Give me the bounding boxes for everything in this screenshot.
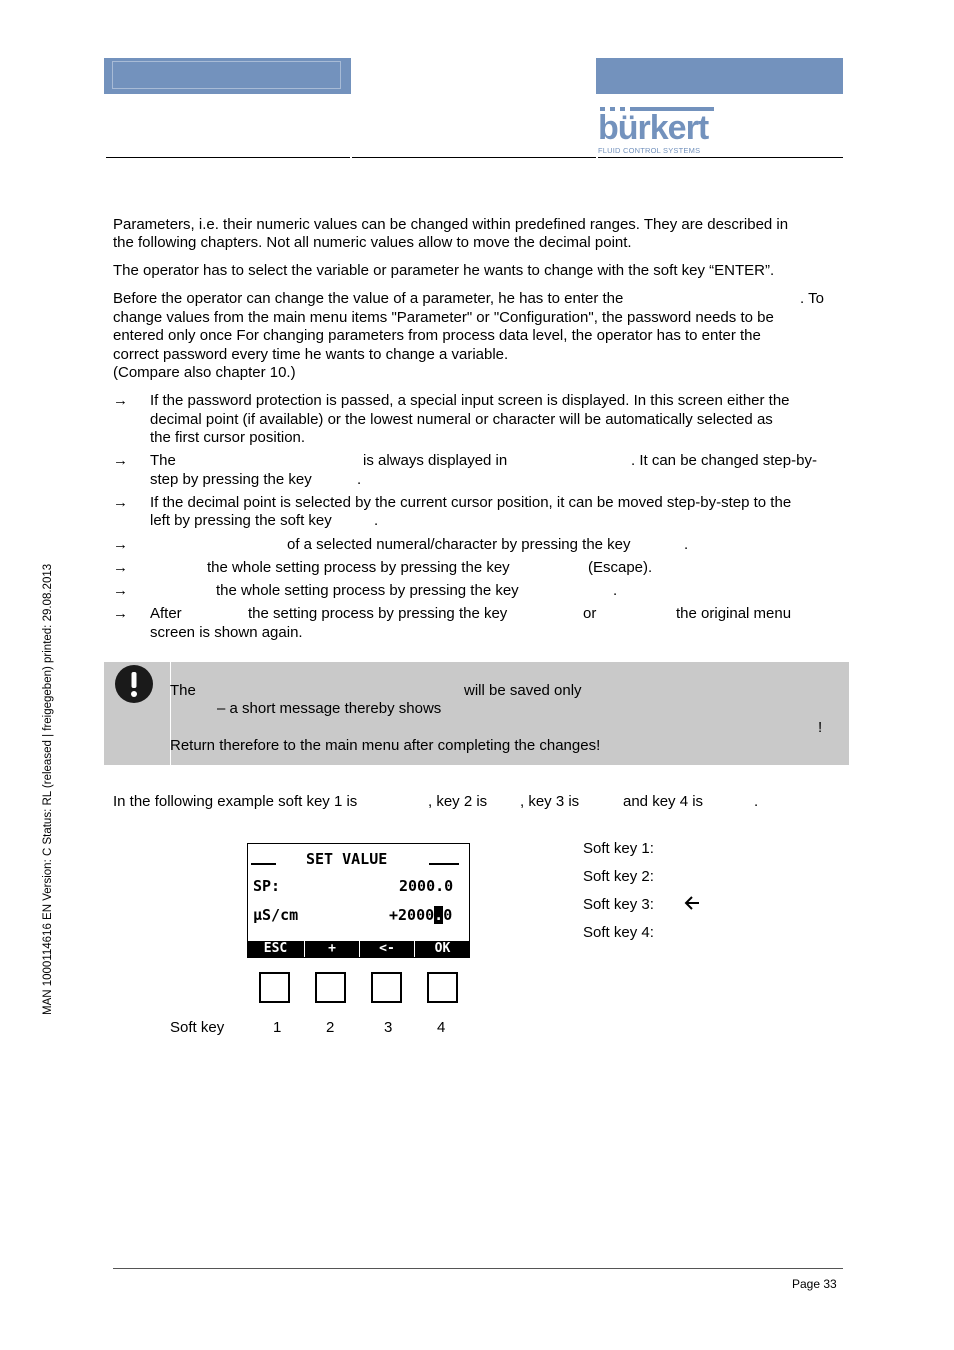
burkert-logo: bürkert bbox=[598, 109, 709, 147]
lcd-softkey-3: <- bbox=[359, 941, 414, 957]
note-icon-column bbox=[104, 662, 171, 765]
footer-rule bbox=[113, 1268, 843, 1269]
header-bar-right bbox=[596, 58, 843, 94]
note-line1b: will be saved only bbox=[464, 682, 582, 699]
p3-line1a: Before the operator can change the value of a parameter, he has to enter the bbox=[113, 290, 624, 307]
example-d: and key 4 is bbox=[623, 793, 704, 810]
header-bar-left-inner bbox=[112, 61, 341, 89]
lcd-row2-value bbox=[389, 906, 452, 924]
softkey-number-3: 3 bbox=[384, 1019, 393, 1036]
logo-subtitle: FLUID CONTROL SYSTEMS bbox=[598, 146, 701, 155]
header-rule-3 bbox=[598, 157, 843, 158]
bullet1-line1: If the password protection is passed, a special input screen is displayed. In this screen either the bbox=[150, 392, 790, 409]
note-line4: Return therefore to the main menu after completing the changes! bbox=[170, 737, 601, 754]
note-line3: ! bbox=[818, 719, 823, 736]
bullet2-a: The bbox=[150, 452, 176, 469]
bullet1-line3: the first cursor position. bbox=[150, 429, 306, 446]
p3-line2: change values from the main menu items "Parameter" or "Configuration", the password needs to be bbox=[113, 309, 774, 326]
lcd-softkey-bar bbox=[248, 941, 469, 957]
softkey-number-1: 1 bbox=[273, 1019, 282, 1036]
bullet2-b: is always displayed in bbox=[363, 452, 508, 469]
lcd-softkey-1: ESC bbox=[263, 941, 288, 956]
bullet7-e: screen is shown again. bbox=[150, 624, 303, 641]
example-b: , key 2 is bbox=[428, 793, 488, 810]
legend-softkey-2: Soft key 2: bbox=[583, 868, 654, 885]
legend-softkey-4: Soft key 4: bbox=[583, 924, 654, 941]
softkey-number-2: 2 bbox=[326, 1019, 335, 1036]
bullet6-a: the whole setting process by pressing the key bbox=[216, 582, 519, 599]
page-number: Page 33 bbox=[792, 1277, 837, 1291]
bullet-arrow: → bbox=[113, 494, 128, 511]
note-box bbox=[104, 662, 849, 765]
example-a: In the following example soft key 1 is bbox=[113, 793, 358, 810]
lcd-row2-value-dec: 0 bbox=[443, 906, 453, 924]
note-line1a: The bbox=[170, 682, 196, 699]
bullet3-line2a: left by pressing the soft key bbox=[150, 512, 332, 529]
lcd-row2-value-int: +2000 bbox=[389, 906, 435, 924]
legend-softkey-3: Soft key 3: bbox=[583, 896, 654, 913]
bullet-arrow: → bbox=[113, 536, 128, 553]
bullet7-d: the original menu bbox=[676, 605, 792, 622]
lcd-softkey-4: OK bbox=[414, 941, 470, 957]
lcd-display bbox=[247, 843, 470, 958]
p1-line2: the following chapters. Not all numeric values allow to move the decimal point. bbox=[113, 234, 632, 251]
p1-line1: Parameters, i.e. their numeric values can be changed within predefined ranges. They are described in bbox=[113, 216, 789, 233]
exclamation-icon bbox=[114, 664, 154, 704]
bullet-arrow: → bbox=[113, 582, 128, 599]
header-bar-left bbox=[104, 58, 351, 94]
bullet6-b: . bbox=[613, 582, 618, 599]
p2: The operator has to select the variable or parameter he wants to change with the soft key “ENTER”. bbox=[113, 262, 775, 279]
bullet2-c: . It can be changed step-by- bbox=[631, 452, 817, 469]
legend-softkey-1: Soft key 1: bbox=[583, 840, 654, 857]
note-line2: – a short message thereby shows bbox=[217, 700, 442, 717]
bullet5-a: the whole setting process by pressing the key bbox=[207, 559, 510, 576]
bullet4-b: . bbox=[684, 536, 689, 553]
softkey-row-label: Soft key bbox=[170, 1019, 225, 1036]
softkey-2-button[interactable] bbox=[315, 972, 346, 1003]
example-c: , key 3 is bbox=[520, 793, 580, 810]
lcd-title-line-left bbox=[251, 863, 276, 865]
bullet-arrow: → bbox=[113, 452, 128, 469]
bullet2-e: . bbox=[357, 471, 362, 488]
document-status-sidebar: MAN 1000114616 EN Version: C Status: RL (released | freigegeben) printed: 29.08.2013 bbox=[42, 563, 54, 1015]
softkey-number-4: 4 bbox=[437, 1019, 446, 1036]
bullet3-line2b: . bbox=[374, 512, 379, 529]
left-arrow-icon bbox=[684, 895, 700, 916]
p3-line4: correct password every time he wants to change a variable. bbox=[113, 346, 509, 363]
bullet1-line2: decimal point (if available) or the lowest numeral or character will be automatically selected as bbox=[150, 411, 773, 428]
lcd-row2-label: µS/cm bbox=[253, 906, 299, 924]
bullet2-d: step by pressing the key bbox=[150, 471, 312, 488]
bullet-arrow: → bbox=[113, 605, 128, 622]
lcd-row1-label: SP: bbox=[253, 877, 281, 895]
p3-line1b: . To bbox=[800, 290, 824, 307]
lcd-row1-value: 2000.0 bbox=[399, 877, 454, 895]
header-rule-2 bbox=[352, 157, 596, 158]
bullet-arrow: → bbox=[113, 559, 128, 576]
bullet-arrow: → bbox=[113, 392, 128, 409]
bullet7-a: After bbox=[150, 605, 182, 622]
bullet7-c: or bbox=[583, 605, 597, 622]
softkey-3-button[interactable] bbox=[371, 972, 402, 1003]
softkey-4-button[interactable] bbox=[427, 972, 458, 1003]
bullet7-b: the setting process by pressing the key bbox=[248, 605, 508, 622]
lcd-cursor: . bbox=[434, 906, 444, 924]
softkey-1-button[interactable] bbox=[259, 972, 290, 1003]
bullet5-b: (Escape). bbox=[588, 559, 653, 576]
p3-line3: entered only once For changing parameters from process data level, the operator has to enter the bbox=[113, 327, 761, 344]
lcd-title: SET VALUE bbox=[306, 850, 388, 868]
example-e: . bbox=[754, 793, 759, 810]
p3-line5: (Compare also chapter 10.) bbox=[113, 364, 296, 381]
bullet4-a: of a selected numeral/character by pressing the key bbox=[287, 536, 631, 553]
lcd-title-line-right bbox=[429, 863, 459, 865]
bullet3-line1: If the decimal point is selected by the current cursor position, it can be moved step-by-step to the bbox=[150, 494, 792, 511]
header-rule-1 bbox=[106, 157, 350, 158]
lcd-softkey-2: + bbox=[304, 941, 359, 957]
